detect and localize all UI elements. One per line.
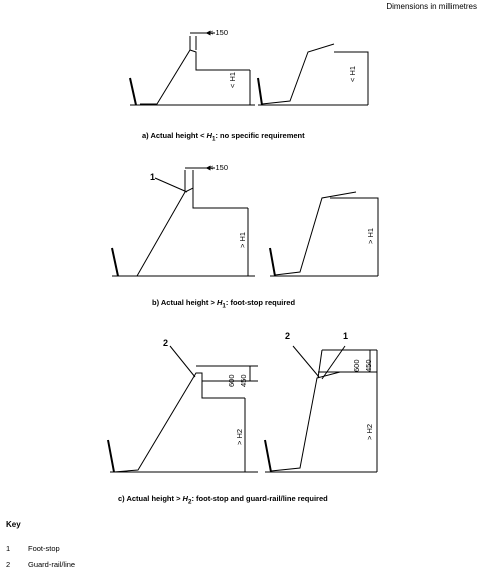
panel-c-dim-lower-right: 450 <box>364 359 373 372</box>
panel-a-left-figure <box>130 33 255 105</box>
panel-b-right-figure <box>270 192 378 276</box>
panel-a-height-label-right: < H1 <box>348 65 357 82</box>
panel-a-height-label: < H1 <box>228 71 237 88</box>
panel-c-caption: c) Actual height > $H_2$: foot-stop and guard-rail/line required <box>118 494 328 506</box>
callout-foot-stop: 1 <box>150 172 156 182</box>
panel-b-height-label: > H1 <box>238 231 247 248</box>
key-title: Key <box>6 520 21 529</box>
key-item-1: 1 Foot-stop <box>6 544 60 553</box>
panel-c-height-label-right: > H2 <box>365 423 374 440</box>
panel-b-height-label-right: > H1 <box>366 227 375 244</box>
panel-c-height-label: > H2 <box>235 428 244 445</box>
units-note: Dimensions in millimetres <box>386 2 477 11</box>
panel-a-caption: a) Actual height < $H_1$: no specific requirement <box>142 131 305 143</box>
callout-guard-rail-left: 2 <box>163 338 169 348</box>
panel-b-top-dimension: < 150 <box>209 163 228 172</box>
key-item-2: 2 Guard-rail/line <box>6 560 76 569</box>
panel-c-dim-lower-left: 450 <box>239 374 248 387</box>
panel-b-left-figure <box>112 168 255 276</box>
panel-c-dim-upper-left: 600 <box>227 374 236 387</box>
panel-c-dim-upper-right: 600 <box>352 359 361 372</box>
panel-c-left-figure <box>108 346 258 472</box>
callout-foot-stop-right: 1 <box>343 331 349 341</box>
panel-a-top-dimension: < 150 <box>209 28 228 37</box>
panel-b-caption: b) Actual height > $H_1$: foot-stop required <box>152 298 296 310</box>
callout-guard-rail-right: 2 <box>285 331 291 341</box>
